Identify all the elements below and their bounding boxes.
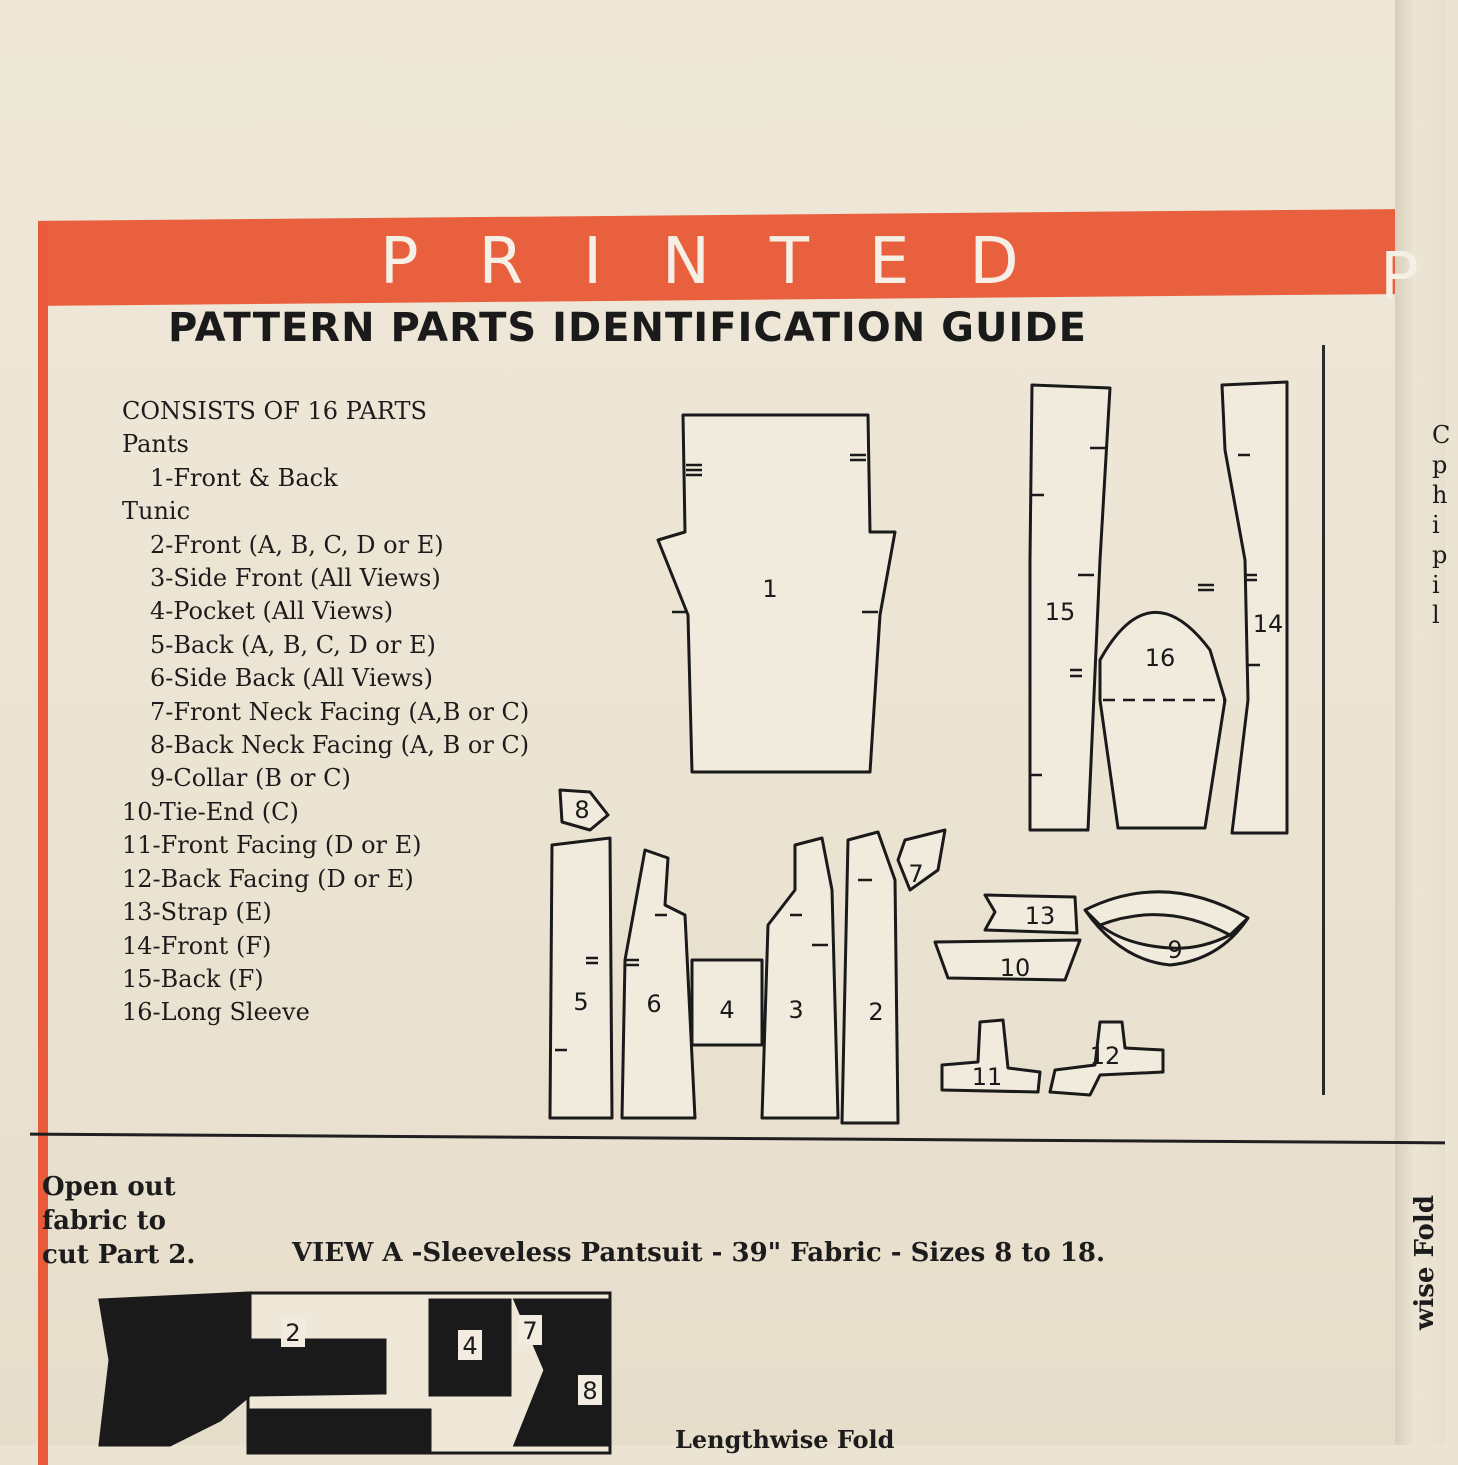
piece-label-3: 3 bbox=[788, 996, 804, 1024]
parts-list-item: 11-Front Facing (D or E) bbox=[122, 831, 422, 860]
piece-label-6: 6 bbox=[646, 990, 662, 1018]
parts-list-item: 7-Front Neck Facing (A,B or C) bbox=[150, 697, 530, 726]
parts-list-item: CONSISTS OF 16 PARTS bbox=[122, 397, 427, 425]
piece-label-15: 15 bbox=[1044, 598, 1076, 626]
piece-label-14: 14 bbox=[1252, 610, 1284, 638]
next-page-letter: i bbox=[1432, 571, 1440, 599]
next-page-letter: l bbox=[1432, 601, 1440, 629]
next-page-letter: h bbox=[1432, 481, 1448, 509]
piece-label-16: 16 bbox=[1144, 644, 1176, 672]
parts-list-item: 15-Back (F) bbox=[122, 964, 264, 993]
piece-label-7: 7 bbox=[908, 860, 924, 888]
piece-label-8: 8 bbox=[574, 796, 590, 824]
parts-list-item: 1-Front & Back bbox=[150, 463, 338, 492]
piece-label-12: 12 bbox=[1089, 1042, 1121, 1070]
parts-list-item: 9-Collar (B or C) bbox=[150, 764, 351, 793]
parts-list-item: Pants bbox=[122, 430, 189, 459]
piece-label-13: 13 bbox=[1024, 902, 1056, 930]
open-note-line: Open out bbox=[42, 1172, 176, 1202]
open-note-line: cut Part 2. bbox=[42, 1240, 196, 1270]
parts-list-item: Tunic bbox=[122, 497, 191, 526]
parts-list-item: 16-Long Sleeve bbox=[122, 998, 310, 1027]
layout-label-2: 2 bbox=[285, 1319, 301, 1347]
piece-label-11: 11 bbox=[971, 1063, 1003, 1091]
next-page-letter: p bbox=[1432, 451, 1448, 479]
piece-label-4: 4 bbox=[719, 996, 735, 1024]
piece-label-2: 2 bbox=[868, 998, 884, 1026]
open-note-line: fabric to bbox=[42, 1206, 167, 1236]
piece-label-10: 10 bbox=[999, 954, 1031, 982]
piece-label-9: 9 bbox=[1167, 936, 1183, 964]
layout-label-8: 8 bbox=[582, 1377, 598, 1405]
parts-list-item: 13-Strap (E) bbox=[122, 898, 272, 927]
parts-list-item: 3-Side Front (All Views) bbox=[150, 564, 441, 593]
lengthwise-fold-label: Lengthwise Fold bbox=[675, 1425, 895, 1454]
parts-list-item: 2-Front (A, B, C, D or E) bbox=[150, 530, 444, 559]
side-fold-label: wise Fold bbox=[1410, 1195, 1440, 1330]
next-page-letter: p bbox=[1432, 541, 1448, 569]
next-page-banner-letter: P bbox=[1380, 240, 1419, 314]
layout-label-7: 7 bbox=[522, 1317, 538, 1345]
parts-list-item: 8-Back Neck Facing (A, B or C) bbox=[150, 731, 530, 760]
guide-title: PATTERN PARTS IDENTIFICATION GUIDE bbox=[168, 305, 1087, 351]
banner-text: PRINTED bbox=[380, 225, 1079, 299]
parts-list-item: 12-Back Facing (D or E) bbox=[122, 864, 414, 893]
parts-list-item: 14-Front (F) bbox=[122, 931, 272, 960]
layout-label-4: 4 bbox=[462, 1332, 478, 1360]
parts-list-item: 6-Side Back (All Views) bbox=[150, 664, 433, 693]
next-page-letter: C bbox=[1432, 421, 1451, 449]
next-page-letter: i bbox=[1432, 511, 1440, 539]
parts-list-item: 4-Pocket (All Views) bbox=[150, 597, 394, 626]
parts-list-item: 5-Back (A, B, C, D or E) bbox=[150, 630, 436, 659]
parts-list-item: 10-Tie-End (C) bbox=[122, 797, 299, 826]
piece-label-1: 1 bbox=[762, 575, 778, 603]
piece-label-5: 5 bbox=[573, 988, 589, 1016]
view-a-heading: VIEW A -Sleeveless Pantsuit - 39" Fabric - Sizes 8 to 18. bbox=[292, 1238, 1106, 1268]
